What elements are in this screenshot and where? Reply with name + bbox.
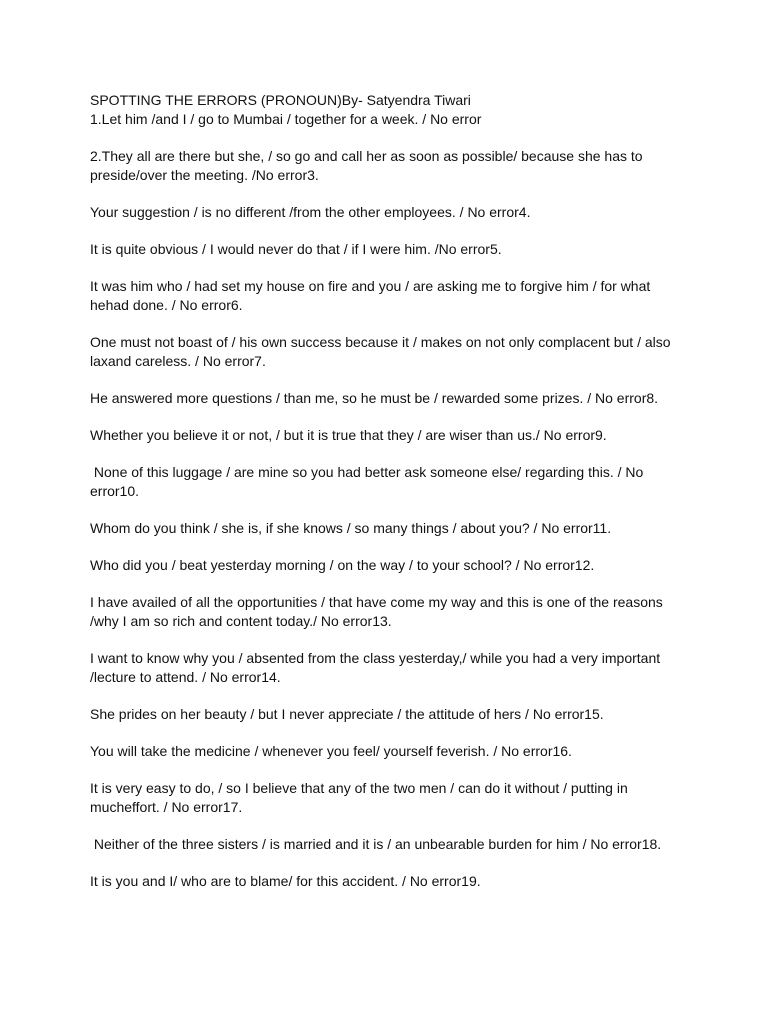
question-11: Who did you / beat yesterday morning / on the way / to your school? / No error12. bbox=[90, 557, 595, 573]
question-3: Your suggestion / is no different /from the other employees. / No error4. bbox=[90, 204, 531, 220]
question-5: It was him who / had set my house on fire and you / are asking me to forgive him / for what hehad done. / No error6. bbox=[90, 278, 655, 313]
question-8: Whether you believe it or not, / but it is true that they / are wiser than us./ No error9. bbox=[90, 427, 607, 443]
question-1: 1.Let him /and I / go to Mumbai / together for a week. / No error bbox=[90, 111, 482, 127]
document-title: SPOTTING THE ERRORS (PRONOUN)By- Satyendra Tiwari bbox=[90, 92, 471, 108]
question-10: Whom do you think / she is, if she knows / so many things / about you? / No error11. bbox=[90, 520, 612, 536]
question-9: None of this luggage / are mine so you had better ask someone else/ regarding this. / No error10. bbox=[90, 464, 648, 499]
question-17: Neither of the three sisters / is married and it is / an unbearable burden for him / No error18. bbox=[90, 836, 662, 852]
question-13: I want to know why you / absented from the class yesterday,/ while you had a very important /lecture to attend. / No error14. bbox=[90, 650, 665, 685]
question-18: It is you and I/ who are to blame/ for this accident. / No error19. bbox=[90, 873, 481, 889]
question-15: You will take the medicine / whenever you feel/ yourself feverish. / No error16. bbox=[90, 743, 572, 759]
question-14: She prides on her beauty / but I never appreciate / the attitude of hers / No error15. bbox=[90, 706, 604, 722]
question-6: One must not boast of / his own success because it / makes on not only complacent but / also laxand careless. / No error7. bbox=[90, 334, 675, 369]
question-4: It is quite obvious / I would never do that / if I were him. /No error5. bbox=[90, 241, 502, 257]
question-16: It is very easy to do, / so I believe that any of the two men / can do it without / putting in mucheffort. / No error17. bbox=[90, 780, 632, 815]
question-12: I have availed of all the opportunities / that have come my way and this is one of the reasons /why I am so rich and content today./ No error13. bbox=[90, 594, 667, 629]
document-page bbox=[90, 91, 680, 909]
question-2: 2.They all are there but she, / so go and call her as soon as possible/ because she has to preside/over the meeting. /No error3. bbox=[90, 148, 647, 183]
question-7: He answered more questions / than me, so he must be / rewarded some prizes. / No error8. bbox=[90, 390, 659, 406]
